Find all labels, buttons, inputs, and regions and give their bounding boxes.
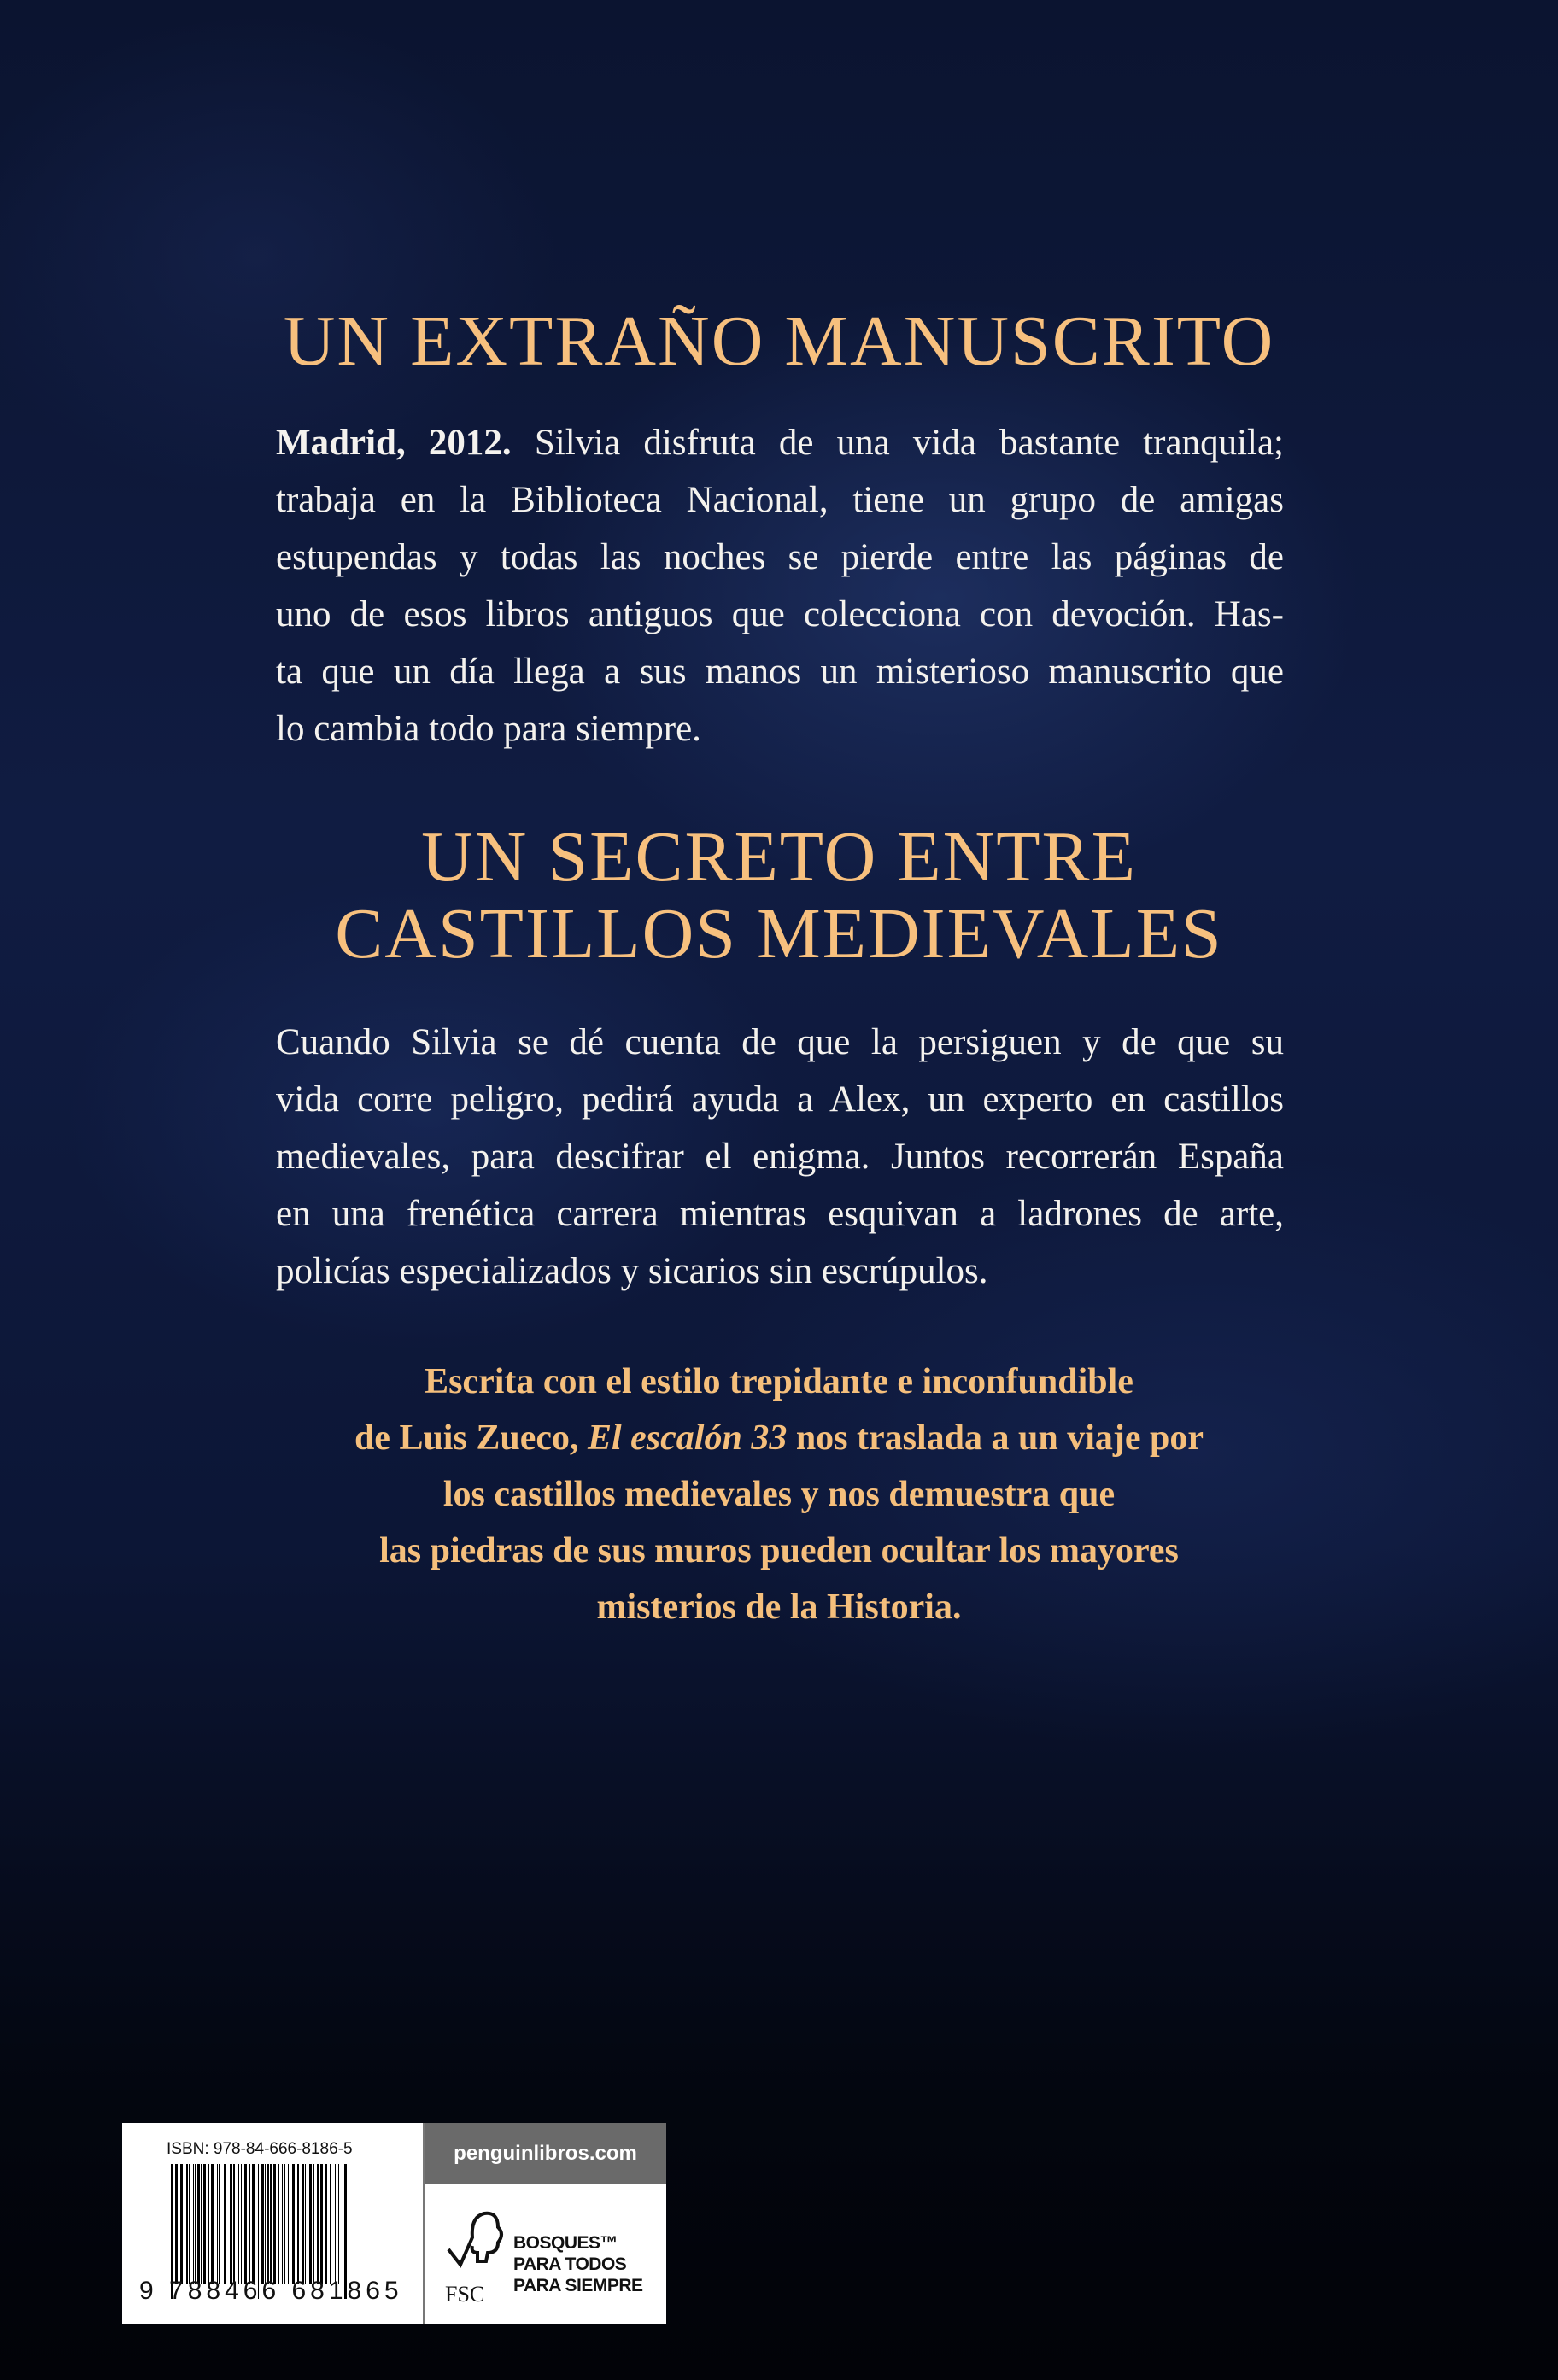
barcode-bar (249, 2164, 250, 2284)
barcode-bar (302, 2164, 304, 2284)
barcode-bar (292, 2164, 295, 2284)
blurb-line: las piedras de sus muros pueden ocultar los mayores (379, 1531, 1179, 1570)
barcode-bar (270, 2164, 272, 2284)
barcode-bar (284, 2164, 285, 2284)
section-heading-1: UN EXTRAÑO MANUSCRITO (283, 301, 1275, 381)
barcode-bar (175, 2164, 178, 2284)
barcode-bar (219, 2164, 220, 2284)
paragraph-1 (276, 414, 1284, 757)
barcode-bar (238, 2164, 239, 2284)
barcode-bar (186, 2164, 188, 2284)
barcode-bar (320, 2164, 323, 2284)
barcode-bar (297, 2164, 299, 2284)
barcode-area (122, 2123, 425, 2324)
barcode-bar (335, 2164, 336, 2284)
blurb-line: misterios de la Historia. (596, 1588, 962, 1627)
fsc-logo-text: FSC (445, 2282, 485, 2307)
blurb-line (0, 1410, 1558, 1466)
fsc-slogan (513, 2232, 643, 2296)
paragraph-line: policías especializados y sicarios sin escrúpulos. (276, 1251, 988, 1291)
slogan-line: PARA TODOS (513, 2254, 627, 2274)
slogan-line: BOSQUES™ (513, 2233, 618, 2253)
section-heading-2a: UN SECRETO ENTRE (421, 817, 1137, 897)
barcode-bar (267, 2164, 269, 2284)
barcode-bar (224, 2164, 226, 2284)
barcode-bar (309, 2164, 312, 2284)
barcode-bar (195, 2164, 196, 2284)
paragraph-line: ta que un día llega a sus manos un misterioso manuscrito que (276, 652, 1284, 692)
barcode-bar (282, 2164, 283, 2284)
paragraph-line: trabaja en la Biblioteca Nacional, tiene un grupo de amigas (276, 480, 1284, 520)
barcode-bar (233, 2164, 235, 2284)
barcode-bar (201, 2164, 202, 2284)
barcode-bar (180, 2164, 183, 2284)
barcode-bar (313, 2164, 314, 2284)
blurb-line: los castillos medievales y nos demuestra que (442, 1475, 1116, 1514)
barcode-bar (273, 2164, 276, 2284)
fsc-tree-icon (445, 2205, 505, 2273)
paragraph-line: estupendas y todas las noches se pierde entre las páginas de (276, 537, 1284, 577)
barcode-bar (189, 2164, 190, 2284)
publisher-website: penguinlibros.com (425, 2123, 666, 2184)
barcode-bar (208, 2164, 209, 2284)
barcode-bar (265, 2164, 266, 2284)
paragraph-line: en una frenética carrera mientras esquivan a ladrones de arte, (276, 1194, 1284, 1234)
section-heading-2b: CASTILLOS MEDIEVALES (335, 894, 1223, 974)
barcode-bar (305, 2164, 306, 2284)
paragraph-2 (276, 1014, 1284, 1300)
barcode-digits: 9 788466 681865 (139, 2277, 403, 2305)
paragraph-line: Cuando Silvia se dé cuenta de que la persiguen y de que su (276, 1022, 1284, 1062)
blurb (0, 1354, 1558, 1635)
barcode-bar (217, 2164, 218, 2284)
barcode-bar (317, 2164, 319, 2284)
paragraph-line: lo cambia todo para siempre. (276, 709, 701, 749)
barcode-bar (261, 2164, 264, 2284)
barcode-bar (230, 2164, 232, 2284)
paragraph-line (276, 414, 1284, 471)
barcode-bar (203, 2164, 206, 2284)
paragraph-line: uno de esos libros antiguos que colecciona con devoción. Has- (276, 594, 1284, 634)
blurb-line: Escrita con el estilo trepidante e inconfundible (425, 1362, 1133, 1401)
barcode-bar (197, 2164, 200, 2284)
text: de Luis Zueco, (354, 1418, 588, 1458)
paragraph-line: medievales, para descifrar el enigma. Juntos recorrerán España (276, 1137, 1284, 1177)
barcode-bar (193, 2164, 194, 2284)
barcode-panel (122, 2123, 666, 2324)
text: Silvia disfruta de una vida bastante tranquila; (511, 423, 1284, 463)
text: nos traslada a un viaje por (787, 1418, 1204, 1458)
lead-bold: Madrid, 2012. (276, 423, 512, 463)
barcode-bar (244, 2164, 247, 2284)
book-title: El escalón 33 (587, 1418, 788, 1458)
barcode-bar (278, 2164, 279, 2284)
barcode-bar (338, 2164, 339, 2284)
isbn-label: ISBN: 978-84-666-8186-5 (167, 2140, 353, 2158)
barcode-bar (252, 2164, 255, 2284)
barcode-bar (241, 2164, 242, 2284)
barcode-bar (325, 2164, 327, 2284)
barcode-bar (211, 2164, 214, 2284)
slogan-line: PARA SIEMPRE (513, 2276, 643, 2295)
barcode-bar (330, 2164, 331, 2284)
barcode-bar (288, 2164, 289, 2284)
paragraph-line: vida corre peligro, pedirá ayuda a Alex, un experto en castillos (276, 1079, 1284, 1120)
